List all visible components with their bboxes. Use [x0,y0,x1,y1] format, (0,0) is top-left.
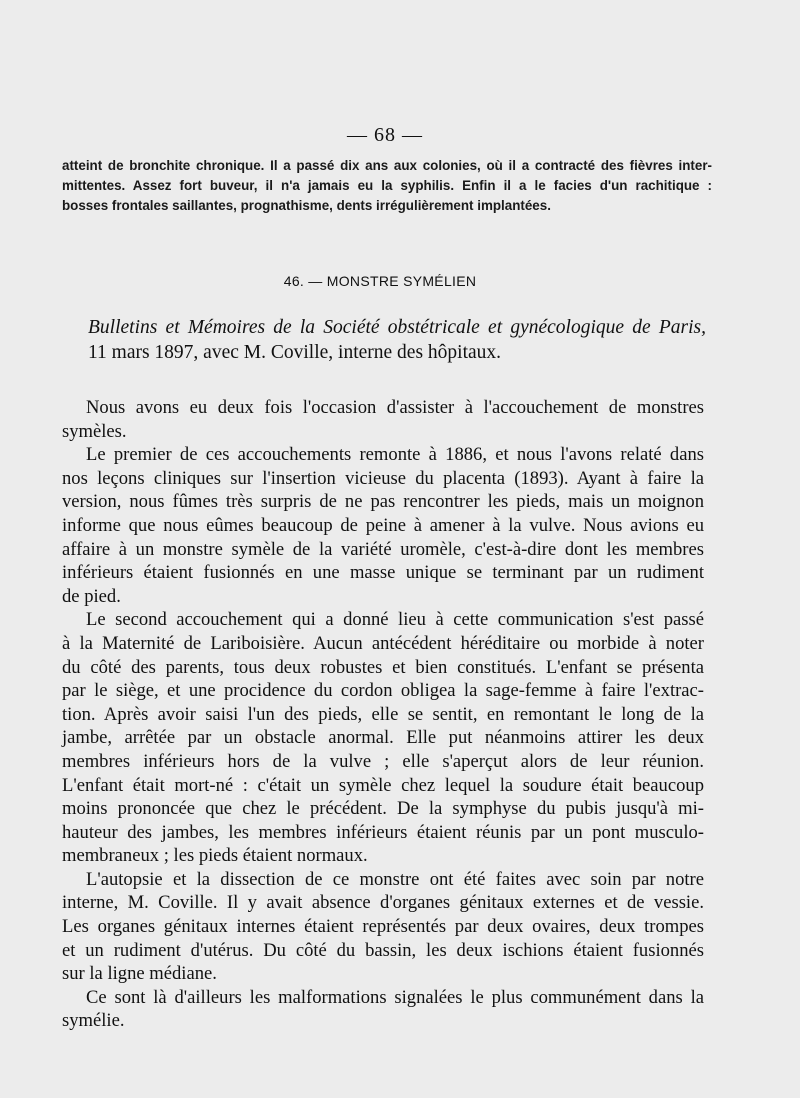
intro-line: atteint de bronchite chronique. Il a passé dix ans aux colonies, où il a contracté des fièvres inter- [62,158,712,173]
intro-paragraph [62,156,712,216]
text-line: hauteur des jambes, les membres inférieurs étaient réunis par un pont musculo- [62,821,704,843]
text-line: Nous avons eu deux fois l'occasion d'assister à l'accouchement de monstres [86,397,704,418]
text-line: symèles. [62,420,127,442]
text-line: membraneux ; les pieds étaient normaux. [62,845,368,867]
paragraph [62,868,704,986]
paragraph [62,443,704,608]
text-line: inférieurs étaient fusionnés en une masse unique se terminant par un rudiment [62,562,704,584]
citation [88,315,706,365]
text-line: affaire à un monstre symèle de la variété uromèle, c'est-à-dire dont les membres [62,538,704,560]
text-line: tion. Après avoir saisi l'un des pieds, elle se sentit, en remontant le long de la [62,703,704,725]
body-text [62,396,704,1033]
text-line: Le premier de ces accouchements remonte à 1886, et nous l'avons relaté dans [86,444,704,466]
page-number: — 68 — [347,124,423,146]
text-line: Le second accouchement qui a donné lieu à cette communication s'est passé [86,609,704,631]
citation-journal: Bulletins et Mémoires de la Société obstétricale et gynécologique de Paris, [88,317,706,338]
text-line: jambe, arrêtée par un obstacle anormal. Elle put néanmoins attirer les deux [62,727,704,749]
text-line: de pied. [62,585,121,607]
text-line: informe que nous eûmes beaucoup de peine à amener à la vulve. Nous avions eu [62,514,704,536]
text-line: sur la ligne médiane. [62,963,217,985]
text-line: L'enfant était mort-né : c'était un symèle chez lequel la soudure était beaucoup [62,774,704,796]
text-line: version, nous fûmes très surpris de ne pas rencontrer les pieds, mais un moignon [62,491,704,513]
text-line: et un rudiment d'utérus. Du côté du bassin, les deux ischions étaient fusionnés [62,939,704,961]
intro-line: bosses frontales saillantes, prognathisme, dents irrégulièrement implantées. [62,198,551,213]
text-line: par le siège, et une procidence du cordon obligea la sage-femme à faire l'extrac- [62,680,704,702]
text-line: à la Maternité de Lariboisière. Aucun antécédent héréditaire ou morbide à noter [62,632,704,654]
paragraph [62,986,704,1033]
text-line: Les organes génitaux internes étaient représentés par deux ovaires, deux trompes [62,916,704,938]
paragraph [62,396,704,443]
text-line: membres inférieurs hors de la vulve ; elle s'aperçut alors de leur réunion. [62,750,704,772]
text-line: Ce sont là d'ailleurs les malformations signalées le plus communément dans la [86,986,704,1008]
text-line: nos leçons cliniques sur l'insertion vicieuse du placenta (1893). Ayant à faire la [62,467,704,489]
text-line: moins prononcée que chez le précédent. De la symphyse du pubis jusqu'à mi- [62,798,704,820]
paragraph [62,608,704,868]
text-line: symélie. [62,1010,125,1032]
text-line: interne, M. Coville. Il y avait absence d'organes génitaux externes et de vessie. [62,892,704,914]
text-line: du côté des parents, tous deux robustes et bien constitués. L'enfant se présenta [62,656,704,678]
section-heading: 46. — MONSTRE SYMÉLIEN [283,273,477,289]
intro-line: mittentes. Assez fort buveur, il n'a jamais eu la syphilis. Enfin il a le facies d'un rachitique : [62,178,712,193]
text-line: L'autopsie et la dissection de ce monstre ont été faites avec soin par notre [86,868,704,890]
citation-date: 11 mars 1897, avec M. Coville, interne des hôpitaux. [88,342,502,363]
